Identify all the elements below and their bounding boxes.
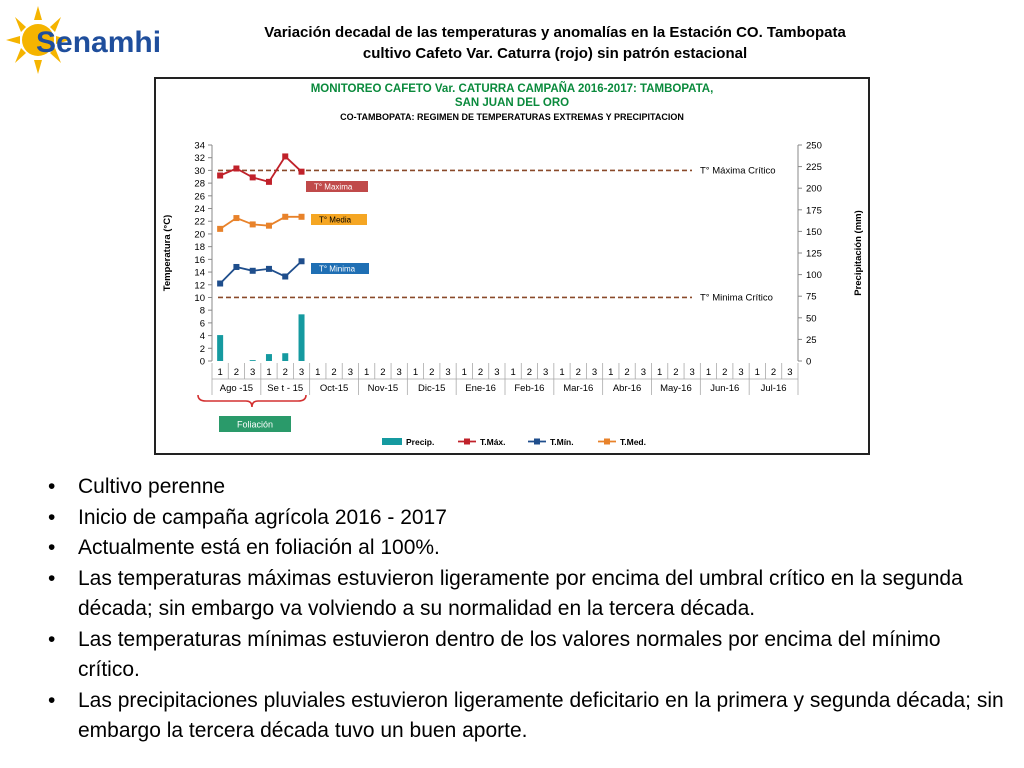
bullet-item: • Inicio de campaña agrícola 2016 - 2017 [48,503,1008,534]
y2-tick-label: 225 [806,162,822,174]
y-tick-label: 2 [199,343,205,355]
series-point [299,258,305,264]
decade-label: 3 [543,367,549,378]
y-tick-label: 18 [194,242,205,254]
legend-precip-swatch [382,438,402,445]
decade-label: 2 [380,367,386,378]
decade-label: 3 [591,367,598,378]
decade-label: 3 [445,367,451,378]
bullet-item: • Las temperaturas mínimas estuvieron dentro de los valores normales por encima del mínimo crítico. [48,625,1008,686]
phase-brace [198,395,306,407]
tag-min: T° Minima [319,264,356,274]
y-tick-label: 22 [194,216,205,228]
decade-label: 1 [754,367,760,378]
y-tick-label: 16 [194,254,205,266]
series-point [217,280,223,286]
legend-marker [534,439,540,445]
series-point [233,264,239,270]
bullet-list [48,472,1008,747]
legend-marker [604,439,610,445]
series-line [220,261,301,283]
y-tick-label: 28 [194,178,205,190]
y-tick-label: 10 [194,292,205,304]
decade-label: 3 [640,367,647,378]
decade-label: 2 [233,367,240,378]
decade-label: 1 [656,367,663,378]
chart-subtitle: CO-TAMBOPATA: REGIMEN DE TEMPERATURAS EXTREMAS Y PRECIPITACION [340,112,684,122]
decade-label: 1 [608,367,614,378]
y-tick-label: 6 [199,318,205,330]
bullet-item: • Actualmente está en foliación al 100%. [48,533,1008,564]
series-point [266,223,272,229]
y2-tick-label: 75 [806,291,817,303]
series-point [250,268,256,274]
series-point [217,226,223,232]
series-point [233,166,239,172]
decade-label: 3 [494,367,500,378]
month-label: Mar-16 [563,383,594,394]
legend-label: T.Máx. [480,437,506,447]
series-line [220,156,301,181]
decade-label: 3 [298,367,305,378]
decade-label: 2 [770,367,777,378]
decade-label: 2 [429,367,435,378]
precip-bar [266,354,272,361]
chart-frame [154,77,870,455]
temperature-precip-chart [156,79,868,453]
bullet-item: • Las precipitaciones pluviales estuvieron ligeramente deficitario en la primera y segunda década; sin embargo la tercera década tuvo un buen aporte. [48,686,1008,747]
precip-bar [299,314,305,361]
legend-marker [464,439,470,445]
y-tick-label: 26 [194,191,205,203]
month-label: Abr-16 [612,383,642,394]
y2-tick-label: 200 [806,183,822,195]
decade-label: 1 [315,367,321,378]
month-label: Ago -15 [219,383,254,394]
decade-label: 3 [738,367,744,378]
series-point [250,221,256,227]
series-point [299,214,305,220]
series-point [266,266,272,272]
month-label: Jul-16 [760,383,787,394]
tag-max: T° Maxima [314,182,353,192]
series-line [220,217,301,229]
y2-tick-label: 100 [806,270,822,282]
y-tick-label: 20 [194,229,205,241]
chart-title-line2: SAN JUAN DEL ORO [454,97,570,109]
y-tick-label: 4 [199,331,205,343]
month-label: Jun-16 [710,383,740,394]
legend-label: T.Mín. [550,437,574,447]
decade-label: 3 [396,367,402,378]
precip-bar [282,353,288,361]
month-label: May-16 [660,383,692,394]
y-tick-label: 14 [194,267,205,279]
decade-label: 3 [787,367,793,378]
y-tick-label: 0 [199,356,205,368]
critical-min-label: T° Minima Crítico [700,292,773,304]
chart-title-line1: MONITOREO CAFETO Var. CATURRA CAMPAÑA 2016-2017: TAMBOPATA, [310,83,714,95]
decade-label: 1 [461,367,467,378]
logo-text: Senamhi [36,26,162,59]
decade-label: 3 [689,367,695,378]
tag-med: T° Media [319,215,352,225]
series-point [250,174,256,180]
series-point [282,214,288,220]
series-point [266,179,272,185]
month-label: Dic-15 [418,383,446,394]
decade-label: 2 [624,367,630,378]
critical-max-label: T° Máxima Crítico [700,165,776,177]
y-tick-label: 8 [199,305,205,317]
y2-tick-label: 175 [806,205,822,217]
slide-title [190,22,920,64]
y2-tick-label: 0 [806,356,812,368]
y-tick-label: 32 [194,153,205,165]
precip-bar [250,360,256,361]
month-label: Oct-15 [319,383,349,394]
month-label: Feb-16 [514,383,545,394]
legend-label: Precip. [406,437,435,447]
y-tick-label: 24 [194,204,205,216]
month-label: Nov-15 [367,383,399,394]
decade-label: 2 [282,367,288,378]
decade-label: 3 [347,367,354,378]
series-point [299,169,305,175]
y2-tick-label: 50 [806,313,817,325]
decade-label: 1 [412,367,419,378]
month-label: Se t - 15 [267,383,304,394]
series-point [282,274,288,280]
y-tick-label: 34 [194,140,205,152]
series-point [217,172,223,178]
phase-label: Foliación [236,419,274,430]
decade-label: 1 [217,367,223,378]
decade-label: 2 [575,367,581,378]
y2-tick-label: 125 [806,248,822,260]
decade-label: 2 [477,367,484,378]
y-tick-label: 30 [194,165,205,177]
y2-tick-label: 25 [806,334,817,346]
slide-title-line2: cultivo Cafeto Var. Caturra (rojo) sin patrón estacional [362,45,748,62]
bullet-item: • Cultivo perenne [48,472,1008,503]
slide-title-line1: Variación decadal de las temperaturas y anomalías en la Estación CO. Tambopata [264,24,846,41]
decade-label: 2 [331,367,337,378]
y2-axis-label: Precipitación (mm) [853,210,864,296]
decade-label: 1 [266,367,272,378]
series-point [282,153,288,159]
decade-label: 2 [722,367,728,378]
y2-tick-label: 150 [806,226,822,238]
decade-label: 1 [510,367,516,378]
month-label: Ene-16 [465,383,496,394]
y-tick-label: 12 [194,280,205,292]
precip-bar [217,335,223,361]
senamhi-logo [6,6,166,74]
y2-tick-label: 250 [806,140,822,152]
y-axis-label: Temperatura (°C) [162,214,173,292]
decade-label: 2 [526,367,533,378]
bullet-item: • Las temperaturas máximas estuvieron ligeramente por encima del umbral crítico en la segunda década; sin embargo va volviendo a su normalidad en la tercera década. [48,564,1008,625]
decade-label: 1 [705,367,712,378]
decade-label: 1 [363,367,370,378]
decade-label: 2 [673,367,679,378]
decade-label: 3 [250,367,256,378]
decade-label: 1 [559,367,565,378]
legend-label: T.Med. [620,437,646,447]
series-point [233,215,239,221]
